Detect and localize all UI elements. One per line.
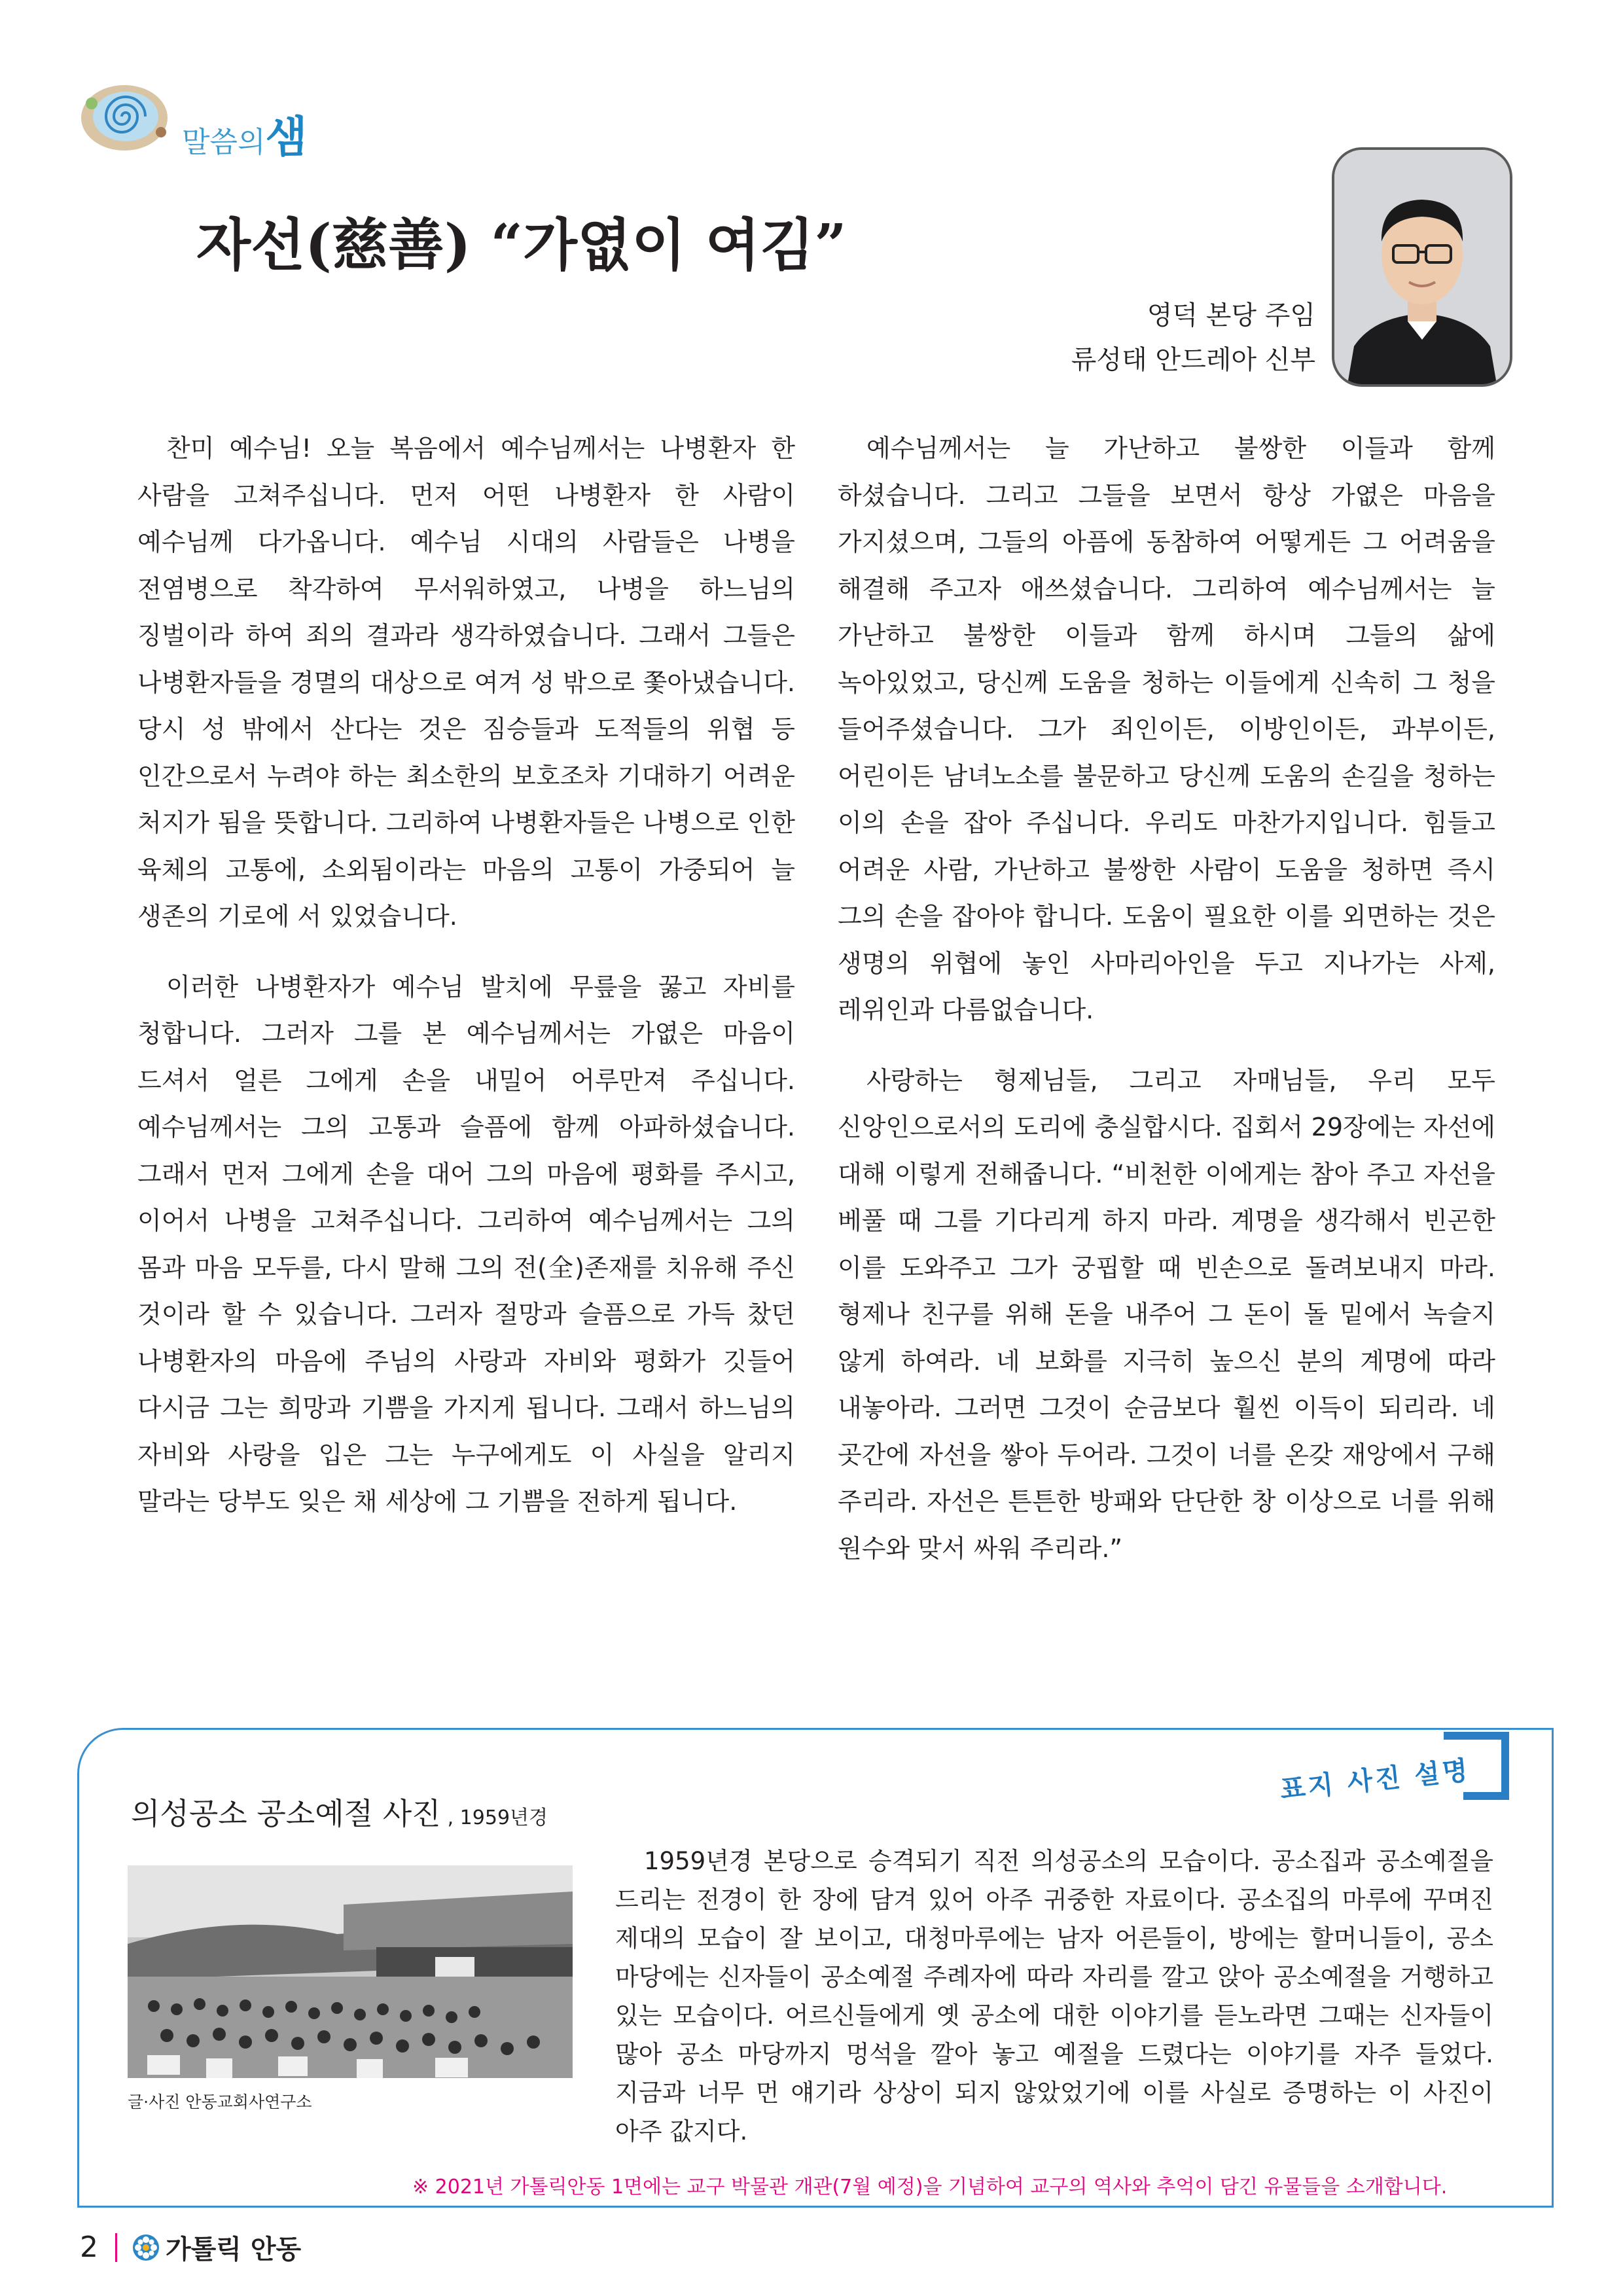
author-portrait xyxy=(1332,147,1512,387)
flower-logo-icon xyxy=(132,2233,160,2262)
paragraph: 이러한 나병환자가 예수님 발치에 무릎을 꿇고 자비를 청합니다. 그러자 그를 본 예수님께서는 가엾은 마음이 드셔서 얼른 그에게 손을 내밀어 어루만져 주십니다. 예수님께서는 그의 고통과 슬픔에 함께 아파하셨습니다. 그래서 먼저 그에게 손을 대어 그의 마음에 평화를 주시고, 이어서 나병을 고쳐주십니다. 그리하여 예수님께서는 그의 몸과 마음 모두를, 다시 말해 그의 전(全)존재를 치유해 주신 것이라 할 수 있습니다. 그러자 절망과 슬픔으로 가득 찼던 나병환자의 마음에 주님의 사랑과 자비와 평화가 깃들어 다시금 그는 희망과 기쁨을 가지게 됩니다. 그래서 하느님의 자비와 사랑을 입은 그는 누구에게도 이 사실을 알리지 말라는 당부도 잊은 채 세상에 그 기쁨을 전하게 됩니다. xyxy=(137,972,795,1516)
cover-photo xyxy=(128,1865,573,2078)
cover-heading-year: , 1959년경 xyxy=(447,1806,548,1829)
article-column-right xyxy=(838,425,1495,1596)
logo-small-text: 말씀의 xyxy=(182,126,266,159)
cover-description-text: 1959년경 본당으로 승격되기 직전 의성공소의 모습이다. 공소집과 공소예절을 드리는 전경이 한 장에 담겨 있어 아주 귀중한 자료이다. 공소집의 마루에 꾸며진 제대의 모습이 잘 보이고, 대청마루에는 남자 어른들이, 방에는 할머니들이, 공소 마당에는 신자들이 공소예절 주례자에 따라 자리를 깔고 앉아 공소예절을 거행하고 있는 모습이다. 어르신들에게 옛 공소에 대한 이야기를 듣노라면 그때는 신자들이 많아 공소 마당까지 멍석을 깔아 놓고 예절을 드렸다는 이야기를 자주 들었다. 지금과 너무 먼 얘기라 상상이 되지 않았었기에 이를 사실로 증명하는 이 사진이 아주 값지다. xyxy=(615,1847,1493,2145)
header-logo xyxy=(77,77,326,162)
page-footer xyxy=(80,2229,301,2268)
notice-text: ※ 2021년 가톨릭안동 1면에는 교구 박물관 개관(7월 예정)을 기념하여 교구의 역사와 추억이 담긴 유물들을 소개합니다. xyxy=(412,2176,1448,2198)
author-name: 류성태 안드레아 신부 xyxy=(1071,345,1315,375)
swirl-logo-icon xyxy=(77,77,175,156)
page-number: 2 xyxy=(80,2231,98,2264)
publication-name: 가톨릭 안동 xyxy=(166,2234,302,2265)
article-column-left xyxy=(137,425,795,1549)
cover-description xyxy=(615,1842,1493,2151)
cover-section-label: 표지 사진 설명 xyxy=(1278,1755,1472,1806)
author-credit xyxy=(916,293,1315,382)
priest-portrait-image xyxy=(1334,150,1510,384)
cover-photo-heading xyxy=(131,1790,548,1833)
paragraph: 사랑하는 형제님들, 그리고 자매님들, 우리 모두 신앙인으로서의 도리에 충실합시다. 집회서 29장에는 자선에 대해 이렇게 전해줍니다. “비천한 이에게는 참아 주고 자선을 베풀 때 그를 기다리게 하지 마라. 계명을 생각해서 빈곤한 이를 도와주고 그가 궁핍할 때 빈손으로 돌려보내지 마라. 형제나 친구를 위해 돈을 내주어 그 돈이 돌 밑에서 녹슬지 않게 하여라. 네 보화를 지극히 높으신 분의 계명에 따라 내놓아라. 그러면 그것이 순금보다 훨씬 이득이 되리라. 네 곳간에 자선을 쌓아 두어라. 그것이 너를 온갖 재앙에서 구해 주리라. 자선은 튼튼한 방패와 단단한 창 이상으로 너를 위해 원수와 맞서 싸워 주리라.” xyxy=(838,1066,1495,1563)
footer-divider xyxy=(115,2233,117,2262)
photo-credit: 글·사진 안동교회사연구소 xyxy=(128,2092,312,2111)
historic-mission-photo xyxy=(128,1865,573,2078)
paragraph: 찬미 예수님! 오늘 복음에서 예수님께서는 나병환자 한 사람을 고쳐주십니다. 먼저 어떤 나병환자 한 사람이 예수님께 다가옵니다. 예수님 시대의 사람들은 나병을 전염병으로 착각하여 무서워하였고, 나병을 하느님의 징벌이라 하여 죄의 결과라 생각하였습니다. 그래서 그들은 나병환자들을 경멸의 대상으로 여겨 성 밖으로 쫓아냈습니다. 당시 성 밖에서 산다는 것은 짐승들과 도적들의 위협 등 인간으로서 누려야 하는 최소한의 보호조차 기대하기 어려운 처지가 됨을 뜻합니다. 그리하여 나병환자들은 나병으로 인한 육체의 고통에, 소외됨이라는 마음의 고통이 가중되어 늘 생존의 기로에 서 있었습니다. xyxy=(137,434,795,931)
cover-heading-text: 의성공소 공소예절 사진 xyxy=(131,1796,441,1831)
logo-big-text: 샘 xyxy=(265,112,308,162)
article-title: 자선(慈善) “가엾이 여김” xyxy=(196,212,847,278)
bracket-decoration-icon xyxy=(1437,1728,1516,1806)
cover-box-divider xyxy=(77,2206,1552,2208)
paragraph: 예수님께서는 늘 가난하고 불쌍한 이들과 함께 하셨습니다. 그리고 그들을 보면서 항상 가엾은 마음을 가지셨으며, 그들의 아픔에 동참하여 어떻게든 그 어려움을 해결해 주고자 애쓰셨습니다. 그리하여 예수님께서는 늘 가난하고 불쌍한 이들과 함께 하시며 그들의 삶에 녹아있었고, 당신께 도움을 청하는 이들에게 신속히 그 청을 들어주셨습니다. 그가 죄인이든, 이방인이든, 과부이든, 어린이든 남녀노소를 불문하고 당신께 도움의 손길을 청하는 이의 손을 잡아 주십니다. 우리도 마찬가지입니다. 힘들고 어려운 사람, 가난하고 불쌍한 사람이 도움을 청하면 즉시 그의 손을 잡아야 합니다. 도움이 필요한 이를 외면하는 것은 생명의 위협에 놓인 사마리아인을 두고 지나가는 사제, 레위인과 다름없습니다. xyxy=(838,434,1495,1024)
author-role: 영덕 본당 주임 xyxy=(1147,300,1315,331)
